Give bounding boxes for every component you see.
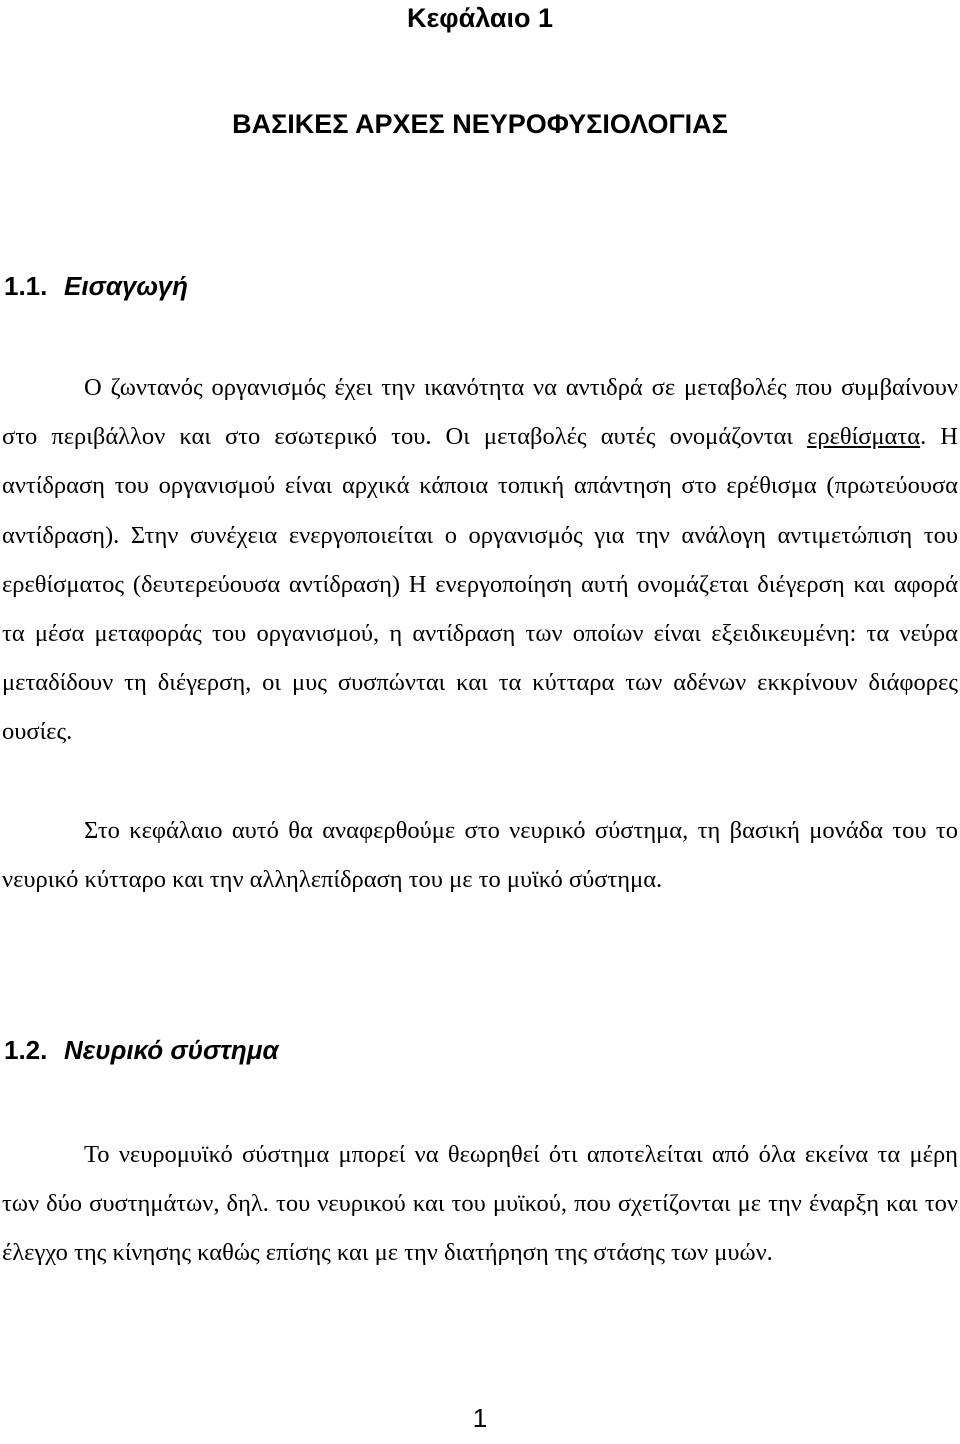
chapter-label: Κεφάλαιο 1 (406, 3, 554, 33)
section-title: Νευρικό σύστημα (64, 1035, 279, 1065)
paragraph-chapter-scope: Στο κεφάλαιο αυτό θα αναφερθούμε στο νευρικό σύστημα, τη βασική μονάδα του το νευρικό κύτταρο και την αλληλεπίδραση του με το μυϊκό σύστημα. (2, 817, 958, 894)
chapter-title: ΒΑΣΙΚΕΣ ΑΡΧΕΣ ΝΕΥΡΟΦΥΣΙΟΛΟΓΙΑΣ (232, 109, 728, 139)
section-heading-introduction (4, 270, 188, 302)
page-number: 1 (472, 1403, 488, 1433)
paragraph-text: Ο ζωντανός οργανισμός έχει την ικανότητα να αντιδρά σε μεταβολές που συμβαίνουν στο περιβάλλον και στο εσωτερικό του. Οι μεταβολές αυτές ονομάζονται (2, 374, 958, 451)
paragraph-introduction (2, 363, 958, 757)
section-heading-nervous-system (4, 1034, 279, 1066)
underlined-term: ερεθίσματα (807, 423, 921, 451)
paragraph-text: . Η αντίδραση του οργανισμού είναι αρχικά κάποια τοπική απάντηση στο ερέθισμα (πρωτεύουσα αντίδραση). Στην συνέχεια ενεργοποιείται ο οργανισμός για την ανάλογη αντιμετώπιση του ερεθίσματος (δευτερεύουσα αντίδραση) Η ενεργοποίηση αυτή ονομάζεται διέγερση και αφορά τα μέσα μεταφοράς του οργανισμού, η αντίδραση των οποίων είναι εξειδικευμένη: τα νεύρα μεταδίδουν τη διέγερση, οι μυς συσπώνται και τα κύτταρα των αδένων εκκρίνουν διάφορες ουσίες. (2, 423, 958, 746)
section-number: 1.2. (4, 1035, 48, 1065)
section-title: Εισαγωγή (64, 271, 188, 301)
section-number: 1.1. (4, 271, 48, 301)
paragraph-neuromuscular-system: Το νευρομυϊκό σύστημα μπορεί να θεωρηθεί ότι αποτελείται από όλα εκείνα τα μέρη των δύο συστημάτων, δηλ. του νευρικού και του μυϊκού, που σχετίζονται με την έναρξη και τον έλεγχο της κίνησης καθώς επίσης και με την διατήρηση της στάσης των μυών. (2, 1141, 958, 1267)
